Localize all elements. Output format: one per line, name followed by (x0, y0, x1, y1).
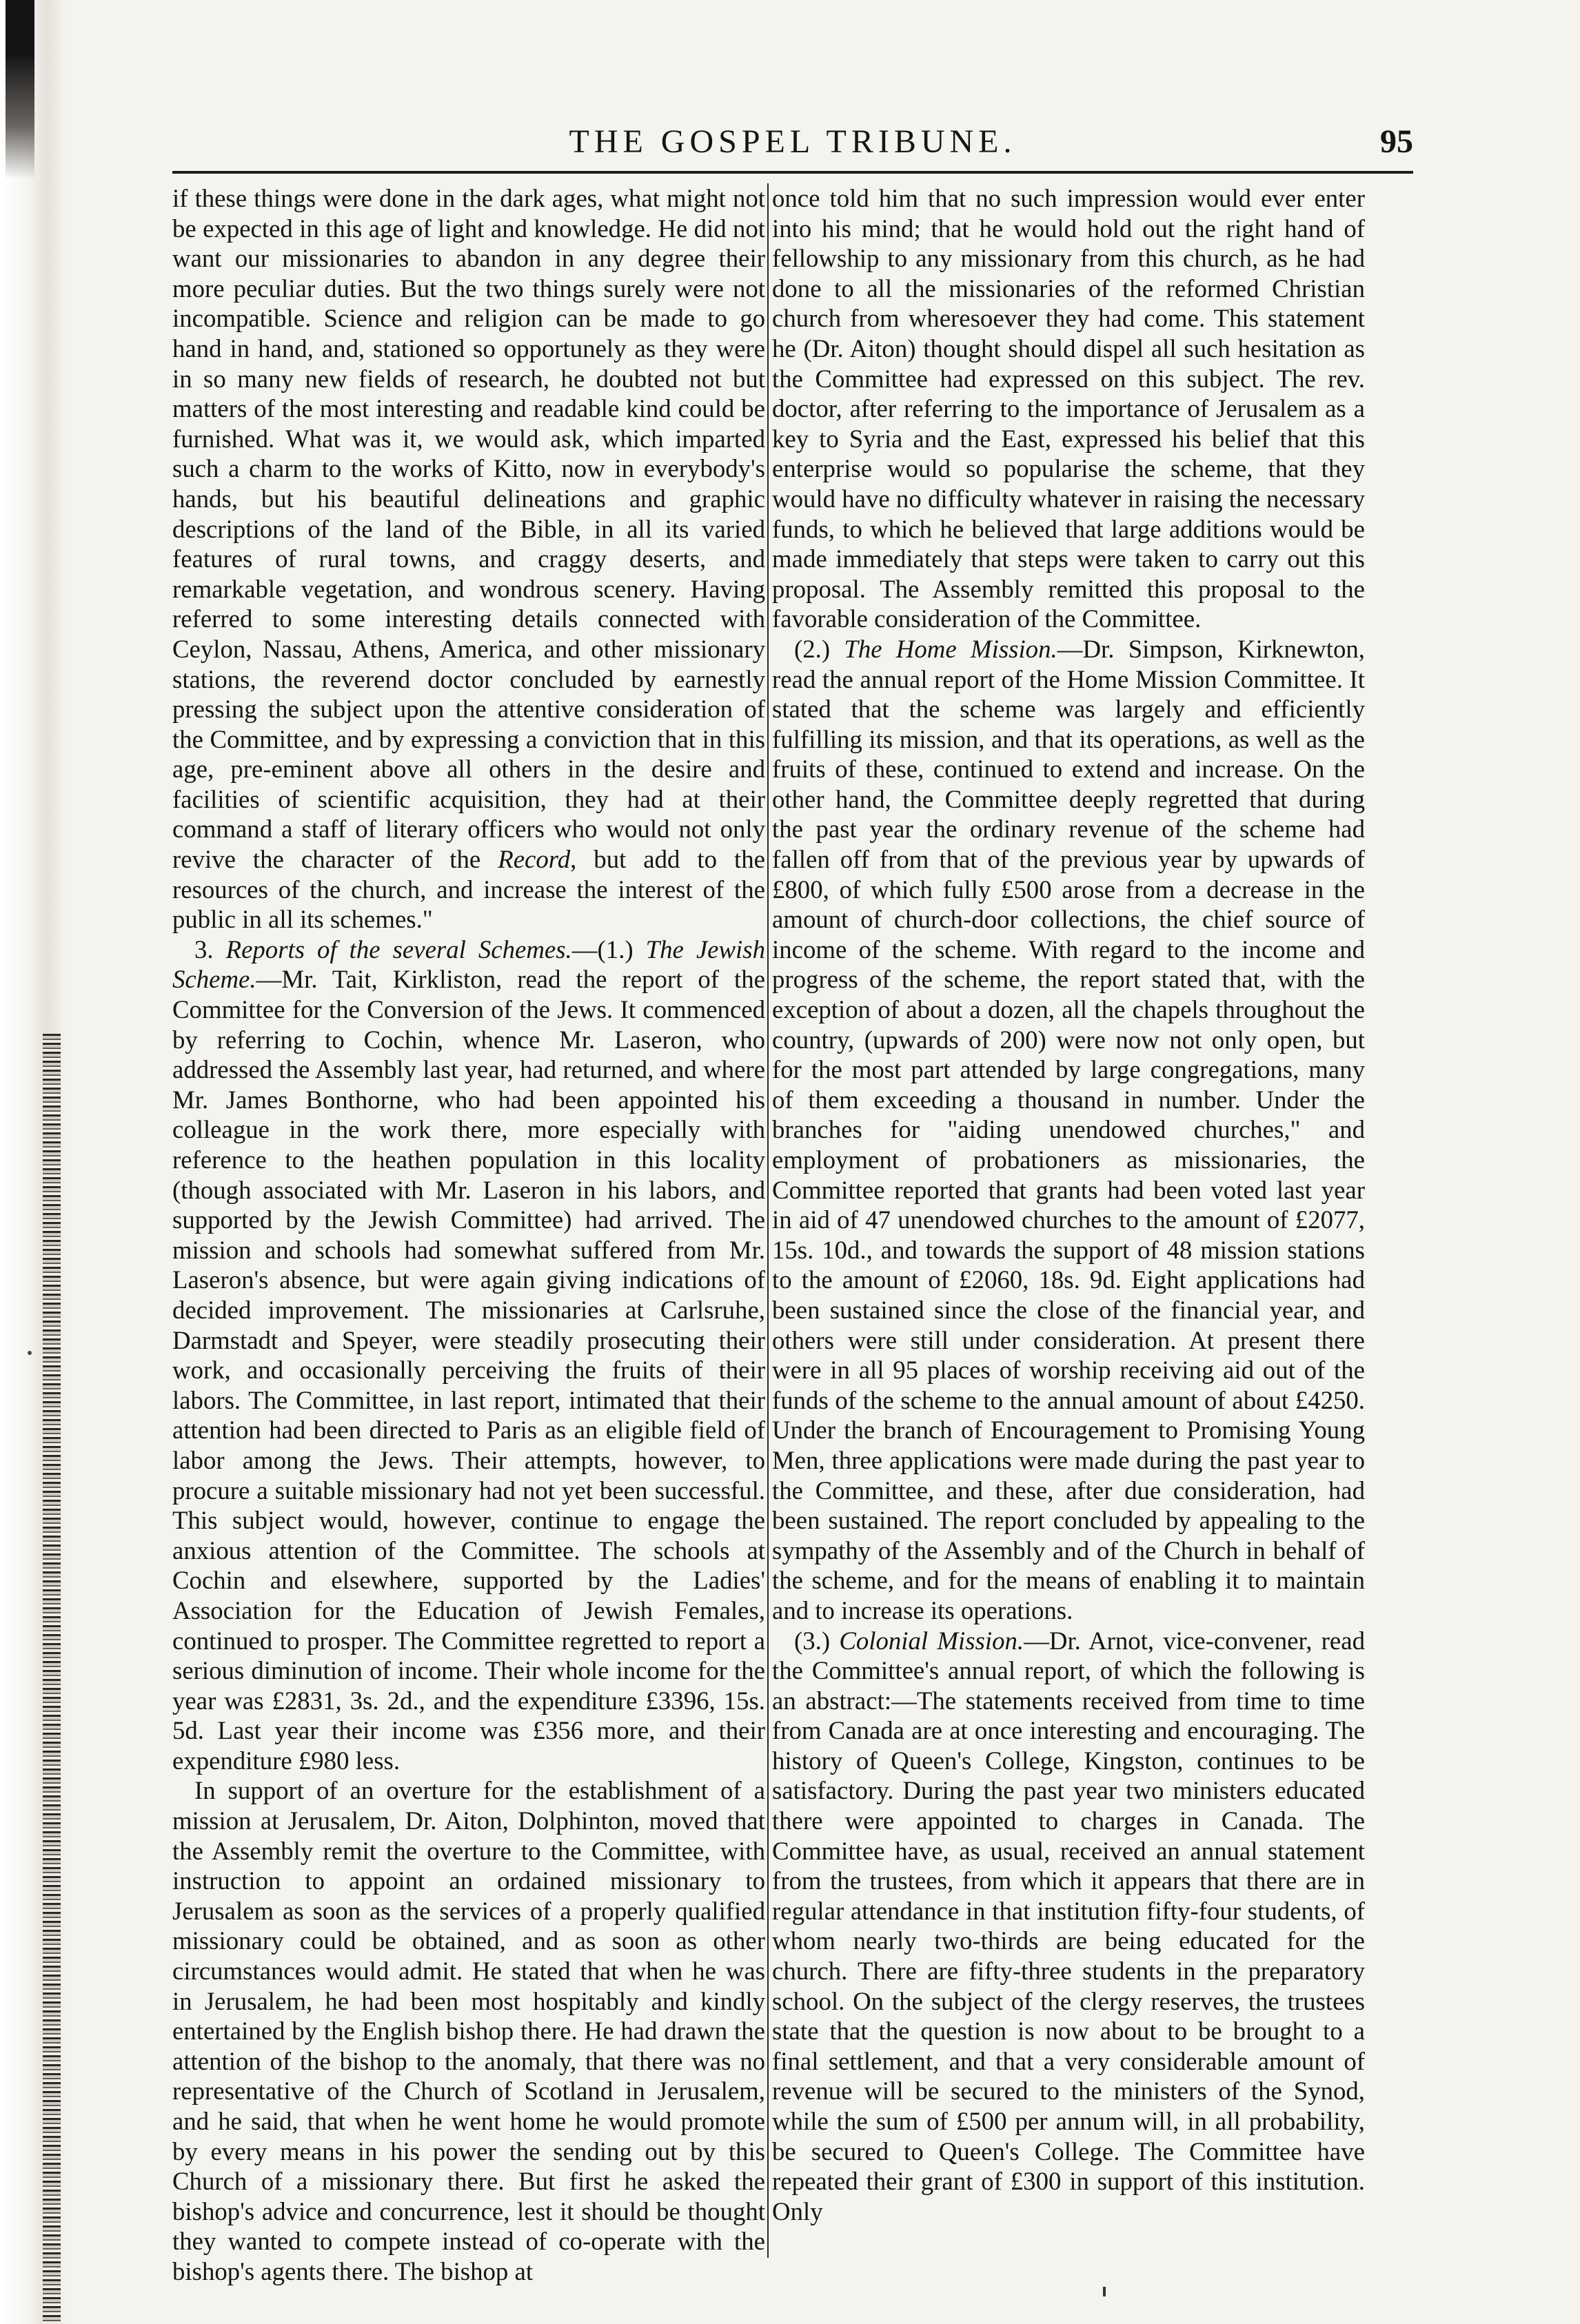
paragraph-jewish-scheme: 3. Reports of the several Schemes.—(1.) The Jewish Scheme.—Mr. Tait, Kirkliston, read the report of the Committee for the Conversion of the Jews. It commenced by referring to Cochin, whence Mr. Laseron, who addressed the Assembly last year, had returned, and where Mr. James Bonthorne, who had been appointed his colleague in the work there, more especially with reference to the heathen population in this locality (though associated with Mr. Laseron in his labors, and supported by the Jewish Committee) had arrived. The mission and schools had somewhat suffered from Mr. Laseron's absence, but were again giving indications of decided improvement. The missionaries at Carlsruhe, Darmstadt and Speyer, were steadily prosecuting their work, and occasionally perceiving the fruits of their labors. The Committee, in last report, intimated that their attention had been directed to Paris as an eligible field of labor among the Jews. Their attempts, however, to procure a suitable missionary had not yet been successful. This subject would, however, continue to engage the anxious attention of the Committee. The schools at Cochin and elsewhere, supported by the Ladies' Association for the Education of Jewish Females, continued to prosper. The Committee regretted to report a serious diminution of income. Their whole income for the year was £2831, 3s. 2d., and the expenditure £3396, 15s. 5d. Last year their income was £356 more, and their expenditure £980 less. (172, 935, 765, 1775)
paragraph-jerusalem-overture: In support of an overture for the establishment of a mission at Jerusalem, Dr. Aiton, Dolphinton, moved that the Assembly remit the overture to the Committee, with instruction to appoint an ordained missionary to Jerusalem as soon as the services of a properly qualified missionary could be obtained, and as soon as other circumstances would admit. He stated that when he was in Jerusalem, he had been most hospitably and kindly entertained by the English bishop there. He had drawn the attention of the bishop to the anomaly, that there was no representative of the Church of Scotland in Jerusalem, and he said, that when he went home he would promote by every means in his power the sending out by this Church of a missionary there. But first he asked the bishop's advice and concurrence, lest it should be thought they wanted to compete instead of co-operate with the bishop's agents there. The bishop at (172, 1776, 765, 2285)
page-number: 95 (1380, 123, 1413, 160)
paragraph-colonial-mission: (3.) Colonial Mission.—Dr. Arnot, vice-convener, read the Committee's annual report, of which the following is an abstract:—The statements received from time to time from Canada are at once interesting and encouraging. The history of Queen's College, Kingston, continues to be satisfactory. During the past year two ministers educated there were appointed to charges in Canada. The Committee have, as usual, received an annual statement from the trustees, from which it appears that there are in regular attendance in that institution fifty-four students, of whom nearly two-thirds are being educated for the church. There are fifty-three students in the preparatory school. On the subject of the clergy reserves, the trustees state that the question is now about to be brought to a final settlement, and that a very considerable amount of revenue will be secured to the ministers of the Synod, while the sum of £500 per annum will, in all probability, be secured to Queen's College. The Committee have repeated their grant of £300 in support of this institution. Only (772, 1626, 1365, 2225)
binding-speckle (28, 1351, 32, 1355)
header-rule (172, 171, 1413, 174)
binding-stitching (43, 1034, 61, 2324)
paragraph: once told him that no such impression would ever enter into his mind; that he would hold out the right hand of fellowship to any missionary from this church, as he had done to all the missionaries of the reformed Christian church from wheresoever they had come. This statement he (Dr. Aiton) thought should dispel all such hesitation as the Committee had expressed on this subject. The rev. doctor, after referring to the importance of Jerusalem as a key to Syria and the East, expressed his belief that this enterprise would so popularise the scheme, that they would have no difficulty whatever in raising the necessary funds, to which he believed that large additions would be made immediately that steps were taken to carry out this proposal. The Assembly remitted this proposal to the favorable consideration of the Committee. (772, 184, 1365, 633)
right-column (772, 183, 1365, 2258)
paragraph-home-mission: (2.) The Home Mission.—Dr. Simpson, Kirknewton, read the annual report of the Home Mission Committee. It stated that the scheme was largely and efficiently fulfilling its mission, and that its operations, as well as the fruits of these, continued to extend and increase. On the other hand, the Committee deeply regretted that during the past year the ordinary revenue of the scheme had fallen off from that of the previous year by upwards of £800, of which fully £500 arose from a decrease in the amount of church-door collections, the chief source of income of the scheme. With regard to the income and progress of the scheme, the report stated that, with the exception of about a dozen, all the chapels throughout the country, (upwards of 200) were now not only open, but for the most part attended by large congregations, many of them exceeding a thousand in number. Under the branches for "aiding unendowed churches," and employment of probationers as missionaries, the Committee reported that grants had been voted last year in aid of 47 unendowed churches to the amount of £2077, 15s. 10d., and towards the support of 48 mission stations to the amount of £2060, 18s. 9d. Eight applications had been sustained since the close of the financial year, and others were still under consideration. At present there were in all 95 places of worship receiving aid out of the funds of the scheme to the annual amount of about £4250. Under the branch of Encouragement to Promising Young Men, three applications were made during the past year to the Committee, and these, after due consideration, had been sustained. The report concluded by appealing to the sympathy of the Assembly and of the Church in behalf of the scheme, and for the means of enabling it to maintain and to increase its operations. (772, 634, 1365, 1624)
paragraph: if these things were done in the dark ages, what might not be expected in this age of light and knowledge. He did not want our missionaries to abandon in any degree their more peculiar duties. But the two things surely were not incompatible. Science and religion can be made to go hand in hand, and, stationed so opportunely as they were in so many new fields of research, he doubted not but matters of the most interesting and readable kind could be furnished. What was it, we would ask, which imparted such a charm to the works of Kitto, now in everybody's hands, but his beautiful delineations and graphic descriptions of the land of the Bible, in all its varied features of rural towns, and craggy deserts, and remarkable vegetation, and wondrous scenery. Having referred to some interesting details connected with Ceylon, Nassau, Athens, America, and other missionary stations, the reverend doctor concluded by earnestly pressing the subject upon the attentive consideration of the Committee, and by expressing a conviction that in this age, pre-eminent above all others in the desire and facilities of scientific acquisition, they had at their command a staff of literary officers who would not only revive the character of the Record, but add to the resources of the church, and increase the interest of the public in all its schemes." (172, 184, 765, 934)
page-header (172, 123, 1413, 164)
print-mark (1103, 2287, 1106, 2296)
binding-shadow (6, 0, 34, 179)
left-column (172, 183, 765, 2285)
page-binding-edge (0, 0, 66, 2324)
running-title: THE GOSPEL TRIBUNE. (569, 123, 1017, 160)
column-divider (767, 183, 769, 2258)
